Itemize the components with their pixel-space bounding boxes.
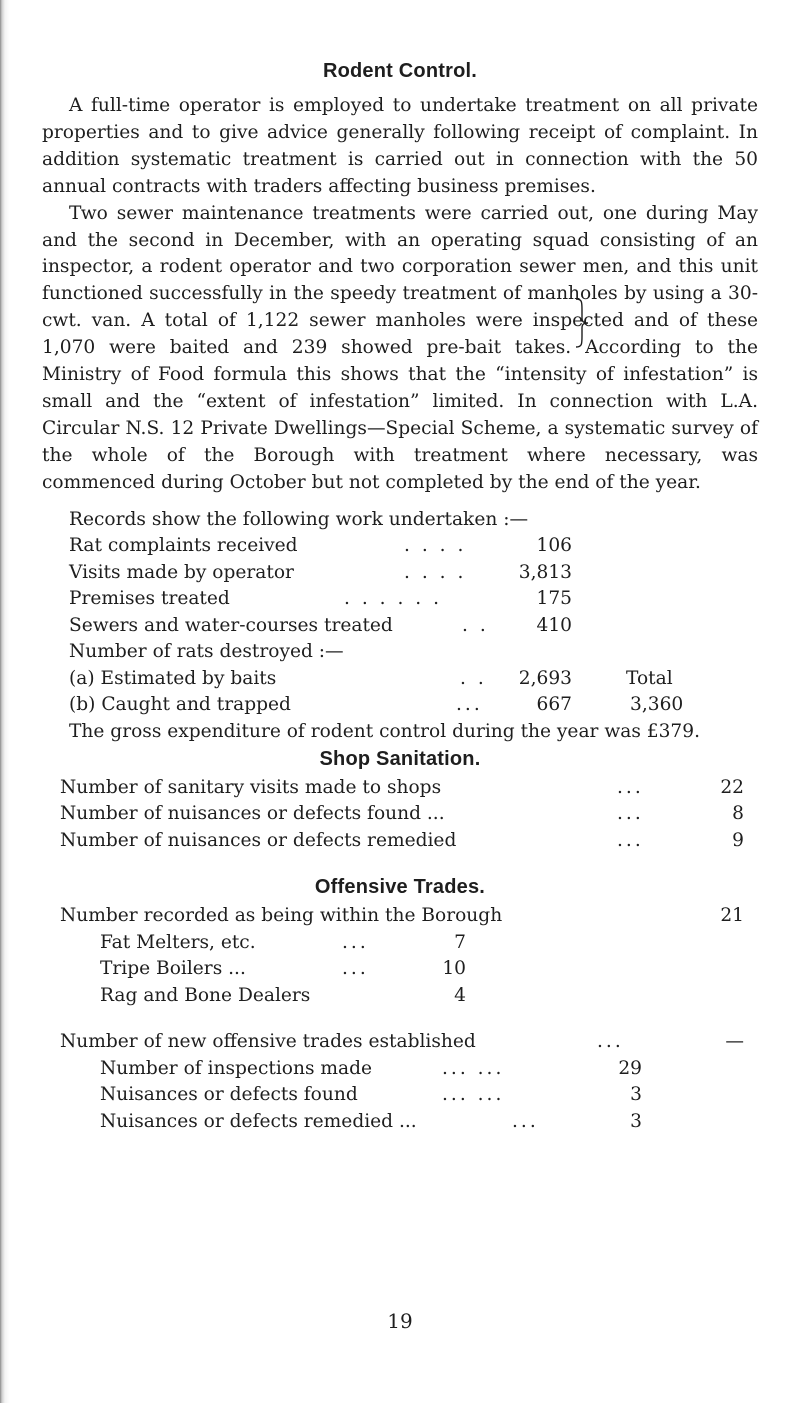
row-label: Premises treated	[69, 588, 230, 610]
table-row	[42, 828, 758, 855]
table-row	[42, 586, 758, 613]
leader-dots: ...	[342, 958, 369, 979]
rodent-paragraph-2: Two sewer maintenance treatments were carried out, one during May and the second in December, with an operating squad consisting of an inspector, a rodent operator and two corporation sewer men, and this unit functioned successfully in the speedy treatment of manholes by using a 30-cwt. van. A total of 1,122 sewer manholes were inspected and of these 1,070 were baited and 239 showed pre-bait takes. According to the Ministry of Food formula this shows that the “intensity of infestation” is small and the “extent of infestation” limited. In connection with L.A. Circular N.S. 12 Private Dwellings—Special Scheme, a systematic survey of the whole of the Borough with treatment where necessary, was commenced during October but not completed by the end of the year.	[42, 202, 758, 493]
table-row	[42, 775, 758, 802]
leader-dots: ... ...	[442, 1084, 505, 1105]
leader-dots: . . . .	[404, 535, 467, 557]
shop-sanitation-table	[42, 775, 758, 855]
leader-dots: ...	[617, 803, 644, 824]
row-label: Nuisances or defects found	[100, 1084, 358, 1105]
row-label: Rag and Bone Dealers	[100, 984, 311, 1006]
document-page	[42, 60, 758, 1135]
row-label: Fat Melters, etc.	[100, 931, 256, 953]
records-intro	[42, 507, 758, 534]
row-label: Number of new offensive trades established	[60, 1031, 476, 1052]
leader-dots: ... ...	[442, 1057, 505, 1079]
row-value: 106	[536, 535, 572, 557]
leader-dots: ...	[617, 776, 644, 798]
row-label: Nuisances or defects remedied ...	[100, 1110, 417, 1132]
leader-dots: . . . .	[404, 561, 467, 583]
table-row	[42, 533, 758, 560]
leader-dots: ...	[456, 694, 483, 716]
leader-dots: ...	[617, 829, 644, 851]
row-value: 21	[720, 905, 744, 926]
row-value: 4	[454, 984, 466, 1006]
row-value: 667	[536, 694, 572, 716]
row-label: (b) Caught and trapped	[69, 694, 291, 716]
table-row	[42, 983, 758, 1010]
total-value: 3,360	[630, 694, 684, 716]
leader-dots: . . . . . .	[344, 588, 443, 610]
row-value: 9	[732, 829, 744, 851]
table-row	[42, 1082, 758, 1109]
rats-intro-text: Number of rats destroyed :—	[69, 641, 344, 663]
row-value: 3,813	[518, 561, 572, 583]
row-label: Number of nuisances or defects found ...	[60, 803, 445, 824]
table-row	[42, 692, 758, 719]
table-row	[42, 930, 758, 957]
row-label: Sewers and water-courses treated	[69, 614, 393, 636]
row-value: 3	[630, 1084, 642, 1105]
row-value: 8	[732, 803, 744, 824]
scan-edge-shadow	[0, 0, 10, 1403]
table-row	[42, 613, 758, 640]
row-label: Number recorded as being within the Borough	[60, 905, 503, 926]
table-row	[42, 666, 758, 693]
table-row	[42, 560, 758, 587]
table-row	[42, 1029, 758, 1056]
row-value: 410	[536, 614, 572, 636]
leader-dots: . .	[462, 614, 489, 636]
row-label: Tripe Boilers ...	[100, 958, 246, 979]
shop-sanitation-heading: Shop Sanitation.	[319, 747, 481, 770]
row-label: Number of nuisances or defects remedied	[60, 829, 457, 851]
spacer	[42, 1009, 758, 1029]
rodent-records-table	[42, 507, 758, 719]
total-label: Total	[626, 667, 673, 689]
table-row	[42, 1109, 758, 1136]
curly-brace	[574, 296, 590, 350]
table-row	[42, 801, 758, 828]
row-label: Rat complaints received	[69, 535, 298, 557]
rats-intro	[42, 639, 758, 666]
rodent-control-heading: Rodent Control.	[322, 60, 478, 82]
row-value: 3	[630, 1110, 642, 1132]
leader-dots: ...	[512, 1110, 539, 1132]
offensive-trades-heading: Offensive Trades.	[314, 876, 486, 898]
row-label: (a) Estimated by baits	[69, 667, 277, 689]
row-value: 7	[454, 931, 466, 953]
row-value: 2,693	[518, 667, 572, 689]
row-label: Number of inspections made	[100, 1057, 373, 1079]
rodent-paragraph-1: A full-time operator is employed to undertake treatment on all private properties and to give advice generally following receipt of complaint. In addition systematic treatment is carried out in connection with the 50 annual contracts with traders affecting business premises.	[42, 95, 758, 197]
leader-dots: ...	[342, 931, 369, 953]
table-row	[42, 1056, 758, 1083]
row-label: Number of sanitary visits made to shops	[60, 776, 442, 798]
row-value: 22	[720, 776, 744, 798]
table-row	[42, 956, 758, 983]
row-label: Visits made by operator	[69, 561, 294, 583]
table-row	[42, 903, 758, 930]
leader-dots: ...	[597, 1031, 624, 1052]
page-number: 19	[387, 1309, 413, 1333]
row-value: —	[725, 1031, 744, 1052]
row-value: 10	[442, 958, 466, 979]
records-intro-text: Records show the following work undertaken :—	[69, 508, 529, 530]
row-value: 175	[536, 588, 572, 610]
row-value: 29	[618, 1057, 642, 1079]
rodent-expenditure: The gross expenditure of rodent control during the year was £379.	[69, 720, 701, 742]
leader-dots: . .	[460, 667, 487, 689]
offensive-trades-table	[42, 903, 758, 1135]
